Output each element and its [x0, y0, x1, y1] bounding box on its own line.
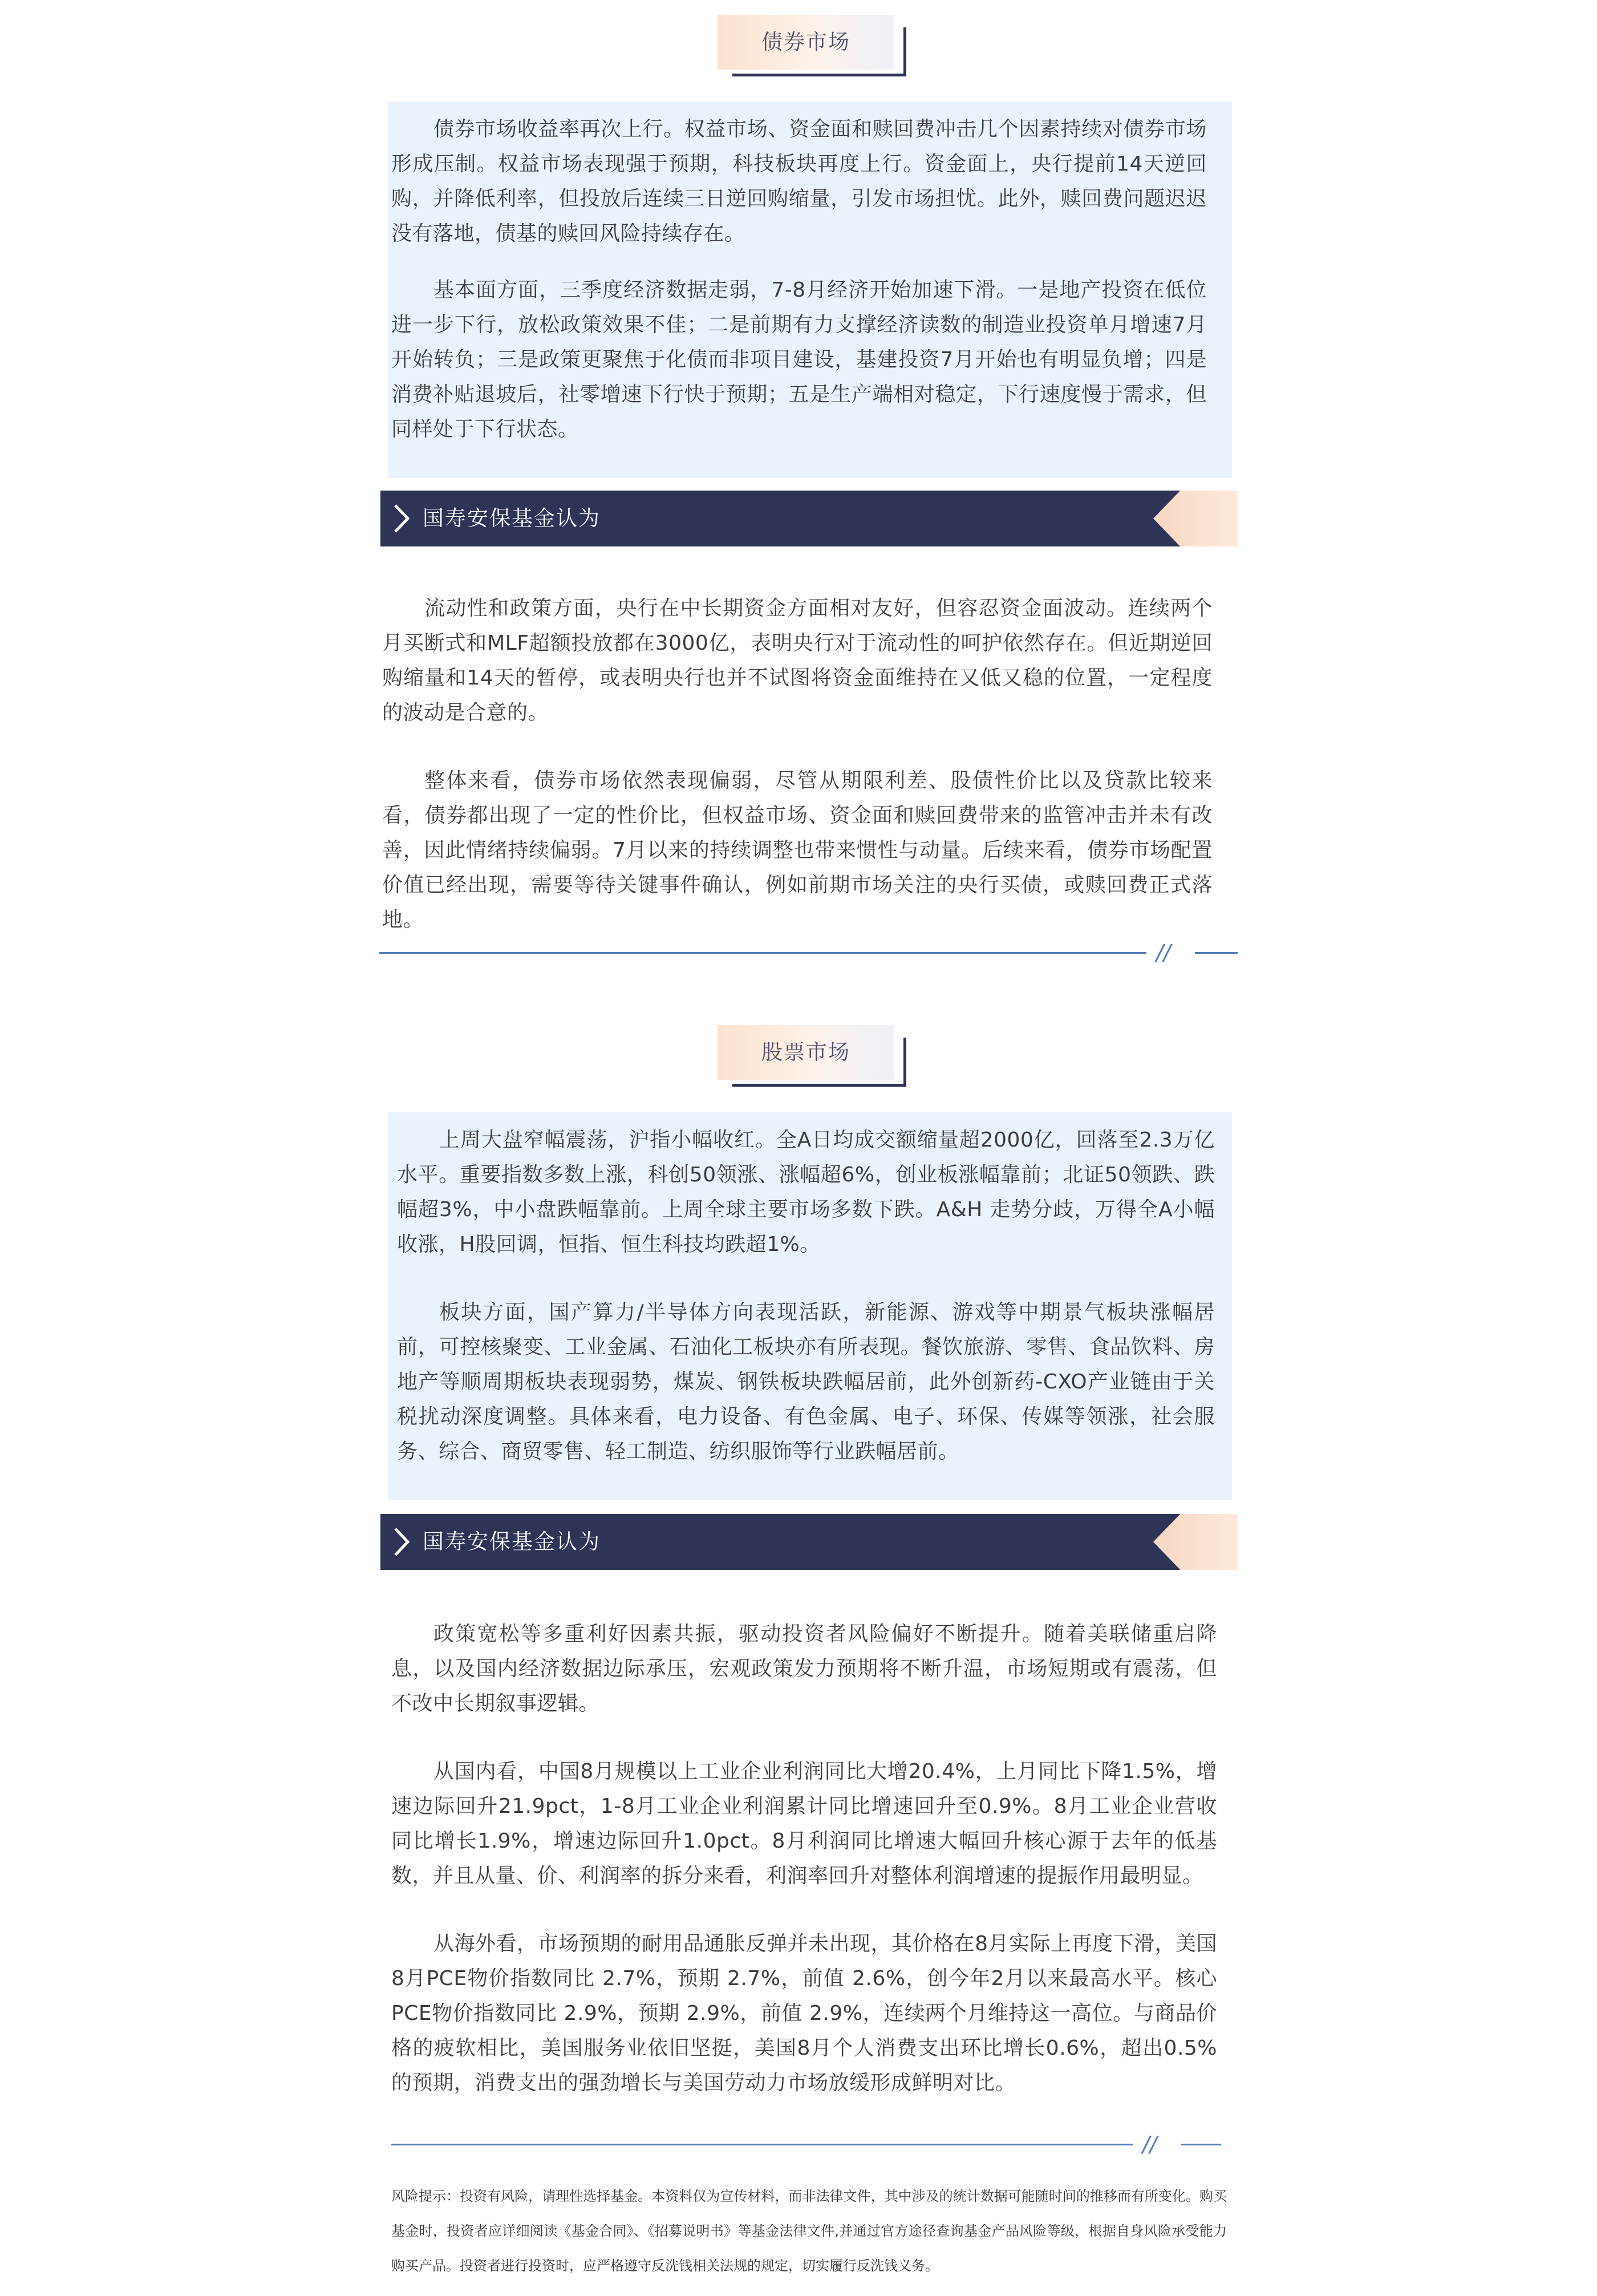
- stock-section-title: [718, 1025, 900, 1087]
- stock-divider: [391, 2133, 1221, 2156]
- bond-opinion-paragraph-2: 整体来看，债券市场依然表现偏弱，尽管从期限利差、股债性价比以及贷款比较来看，债券都出现了一定的性价比，但权益市场、资金面和赎回费带来的监管冲击并未有改善，因此情绪持续偏弱。7月以来的持续调整也带来惯性与动量。后续来看，债券市场配置价值已经出现，需要等待关键事件确认，例如前期市场关注的央行买债，或赎回费正式落地。: [382, 769, 1213, 932]
- bond-opinion-paragraph-1: 流动性和政策方面，央行在中长期资金方面相对友好，但容忍资金面波动。连续两个月买断式和MLF超额投放都在3000亿，表明央行对于流动性的呵护依然存在。但近期逆回购缩量和14天的暂停，或表明央行也并不试图将资金面维持在又低又稳的位置，一定程度的波动是合意的。: [382, 597, 1213, 724]
- stock-opinion-paragraph-1: 政策宽松等多重利好因素共振，驱动投资者风险偏好不断提升。随着美联储重启降息，以及国内经济数据边际承压，宏观政策发力预期将不断升温，市场短期或有震荡，但不改中长期叙事逻辑。: [391, 1622, 1217, 1715]
- chevron-right-icon: [392, 1526, 412, 1557]
- stock-opinion-banner: [380, 1514, 1238, 1570]
- bond-paragraph-2: 基本面方面，三季度经济数据走弱，7-8月经济开始加速下滑。一是地产投资在低位进一步下行，放松政策效果不佳；二是前期有力支撑经济读数的制造业投资单月增速7月开始转负；三是政策更聚焦于化债而非项目建设，基建投资7月开始也有明显负增；四是消费补贴退坡后，社零增速下行快于预期；五是生产端相对稳定，下行速度慢于需求，但同样处于下行状态。: [391, 278, 1207, 441]
- bond-section-title-text: 债券市场: [761, 30, 850, 54]
- stock-section-title-text: 股票市场: [761, 1040, 850, 1064]
- divider-mark: //: [1142, 2132, 1157, 2157]
- divider-mark: //: [1156, 940, 1171, 965]
- bond-opinion-banner: [380, 491, 1238, 546]
- stock-opinion-paragraph-3: 从海外看，市场预期的耐用品通胀反弹并未出现，其价格在8月实际上再度下滑，美国8月PCE物价指数同比 2.7%，预期 2.7%，前值 2.6%，创今年2月以来最高水平。核心PCE物价指数同比 2.9%，预期 2.9%，前值 2.9%，连续两个月维持这一高位。与商品价格的疲软相比，美国服务业依旧坚挺，美国8月个人消费支出环比增长0.6%，超出0.5%的预期，消费支出的强劲增长与美国劳动力市场放缓形成鲜明对比。: [391, 1932, 1217, 2095]
- stock-opinion-paragraph-2: 从国内看，中国8月规模以上工业企业利润同比大增20.4%，上月同比下降1.5%，增速边际回升21.9pct，1-8月工业企业利润累计同比增速回升至0.9%。8月工业企业营收同比增长1.9%，增速边际回升1.0pct。8月利润同比增速大幅回升核心源于去年的低基数，并且从量、价、利润率的拆分来看，利润率回升对整体利润增速的提振作用最明显。: [391, 1760, 1217, 1888]
- stock-opinion-banner-label: 国寿安保基金认为: [423, 1529, 601, 1554]
- stock-paragraph-2: 板块方面，国产算力/半导体方向表现活跃，新能源、游戏等中期景气板块涨幅居前，可控核聚变、工业金属、石油化工板块亦有所表现。餐饮旅游、零售、食品饮料、房地产等顺周期板块表现弱势，煤炭、钢铁板块跌幅居前，此外创新药-CXO产业链由于关税扰动深度调整。具体来看，电力设备、有色金属、电子、环保、传媒等领涨，社会服务、综合、商贸零售、轻工制造、纺织服饰等行业跌幅居前。: [397, 1301, 1215, 1463]
- bond-divider: [379, 941, 1238, 964]
- chevron-right-icon: [392, 503, 412, 534]
- bond-section-title: [718, 15, 900, 76]
- stock-paragraph-1: 上周大盘窄幅震荡，沪指小幅收红。全A日均成交额缩量超2000亿，回落至2.3万亿水平。重要指数多数上涨，科创50领涨、涨幅超6%，创业板涨幅靠前；北证50领跌、跌幅超3%，中小盘跌幅靠前。上周全球主要市场多数下跌。A&H 走势分歧，万得全A小幅收涨，H股回调，恒指、恒生科技均跌超1%。: [397, 1128, 1215, 1256]
- risk-disclaimer: 风险提示：投资有风险，请理性选择基金。本资料仅为宣传材料，而非法律文件，其中涉及的统计数据可能随时间的推移而有所变化。购买基金时，投资者应详细阅读《基金合同》、《招募说明书》等基金法律文件,并通过官方途径查询基金产品风险等级，根据自身风险承受能力购买产品。投资者进行投资时，应严格遵守反洗钱相关法规的规定，切实履行反洗钱义务。: [391, 2188, 1227, 2274]
- bond-opinion-banner-label: 国寿安保基金认为: [423, 506, 601, 531]
- bond-paragraph-1: 债券市场收益率再次上行。权益市场、资金面和赎回费冲击几个因素持续对债券市场形成压制。权益市场表现强于预期，科技板块再度上行。资金面上，央行提前14天逆回购，并降低利率，但投放后连续三日逆回购缩量，引发市场担忧。此外，赎回费问题迟迟没有落地，债基的赎回风险持续存在。: [391, 118, 1207, 245]
